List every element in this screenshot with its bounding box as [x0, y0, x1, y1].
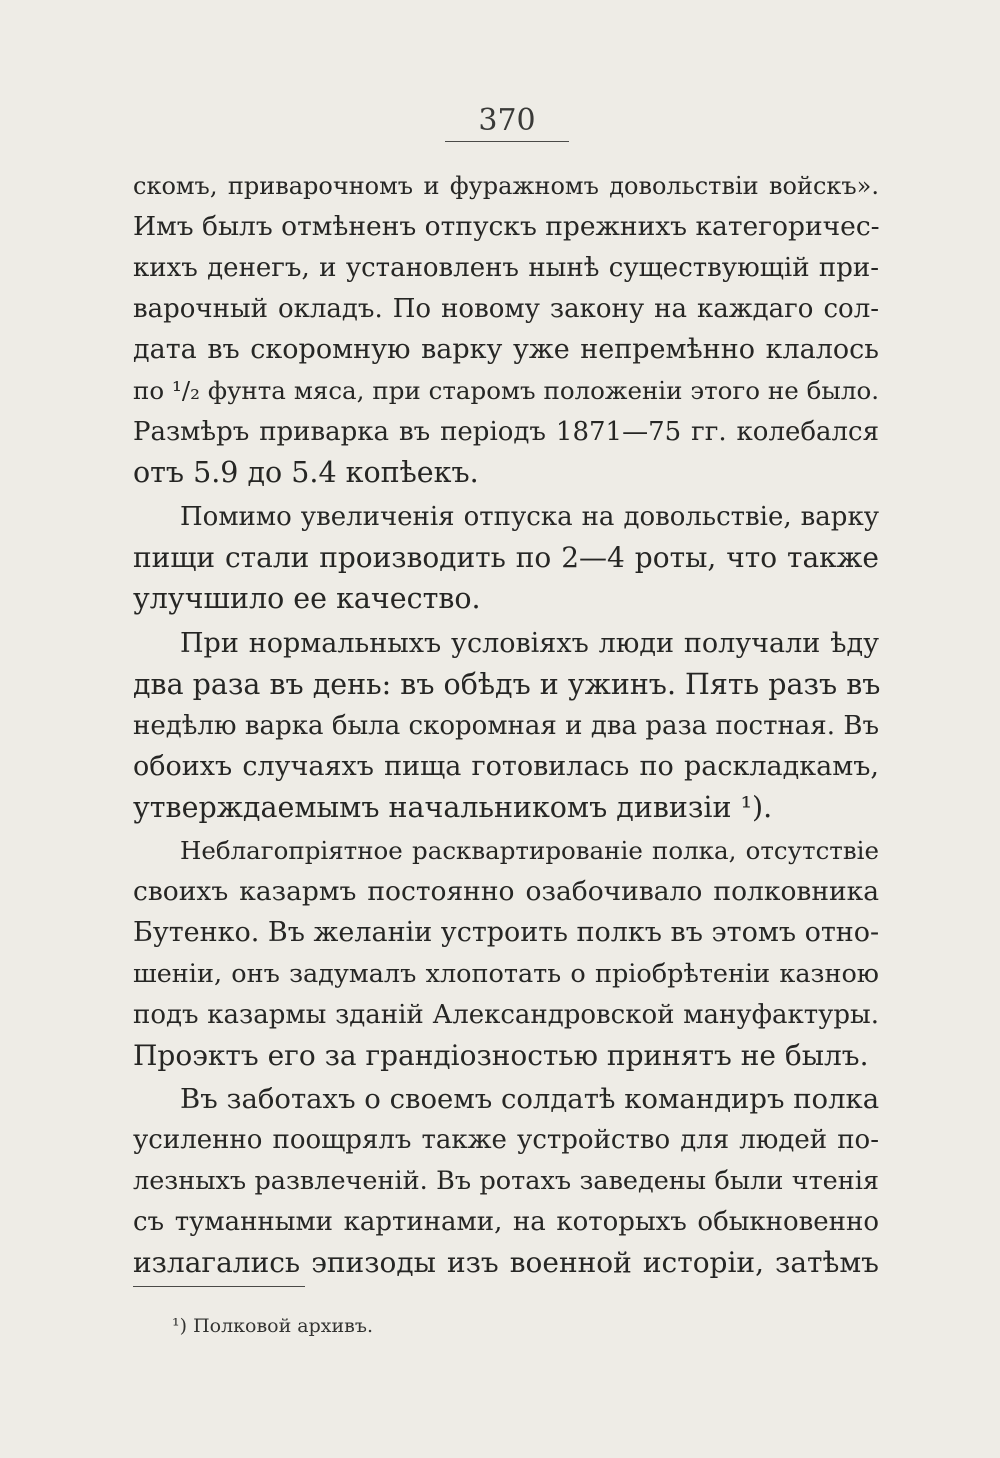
paragraph-first-line: Помимо увеличенiя отпуска на довольствiе, варку: [180, 502, 879, 532]
text-line: утверждаемымъ начальникомъ дивизiи ¹).: [133, 791, 773, 824]
paragraph-first-line: Въ заботахъ о своемъ солдатѣ командиръ полка: [180, 1083, 880, 1115]
page-number: 370: [478, 103, 536, 138]
text-line: Размѣръ приварка въ перiодъ 1871—75 гг. колебался: [133, 417, 879, 447]
text-line: скомъ, приварочномъ и фуражномъ довольствiи войскъ».: [133, 172, 879, 200]
text-line: Бутенко. Въ желанiи устроить полкъ въ этомъ отно-: [133, 917, 880, 948]
text-line: пищи стали производить по 2—4 роты, что также: [133, 541, 879, 574]
text-line: Имъ былъ отмѣненъ отпускъ прежнихъ категоричес-: [133, 211, 880, 242]
text-line: варочный окладъ. По новому закону на каждаго сол-: [133, 294, 879, 324]
paragraph-first-line: Неблагопрiятное расквартированiе полка, отсутствiе: [180, 836, 879, 865]
footnote: ¹) Полковой архивъ.: [172, 1315, 373, 1337]
footnote-rule: [133, 1286, 305, 1287]
text-line: усиленно поощрялъ также устройство для людей по-: [133, 1125, 879, 1155]
text-line: улучшило ее качество.: [133, 582, 481, 615]
text-line: подъ казармы зданiй Александровской мануфактуры.: [133, 1000, 879, 1030]
text-line: шенiи, онъ задумалъ хлопотать о прiобрѣтенiи казною: [133, 959, 879, 989]
text-line: обоихъ случаяхъ пища готовилась по раскладкамъ,: [133, 751, 879, 782]
text-line: излагались эпизоды изъ военной исторiи, затѣмъ: [133, 1246, 879, 1279]
text-line: два раза въ день: въ обѣдъ и ужинъ. Пять разъ въ: [133, 668, 881, 701]
text-line: кихъ денегъ, и установленъ нынѣ существующiй при-: [133, 253, 879, 283]
text-line: своихъ казармъ постоянно озабочивало полковника: [133, 876, 879, 907]
page-number-rule: [445, 141, 569, 142]
paragraph-first-line: При нормальныхъ условiяхъ люди получали ѣду: [180, 628, 879, 659]
text-line: недѣлю варка была скоромная и два раза постная. Въ: [133, 711, 879, 741]
text-line: отъ 5.9 до 5.4 копѣекъ.: [133, 456, 479, 489]
text-line: по ¹/₂ фунта мяса, при старомъ положенiи этого не было.: [133, 376, 879, 405]
text-line: съ туманными картинами, на которыхъ обыкновенно: [133, 1207, 879, 1237]
text-line: лезныхъ развлеченiй. Въ ротахъ заведены были чтенiя: [133, 1166, 879, 1196]
text-line: Проэктъ его за грандiозностью принятъ не былъ.: [133, 1039, 869, 1072]
text-line: дата въ скоромную варку уже непремѣнно клалось: [133, 334, 879, 365]
